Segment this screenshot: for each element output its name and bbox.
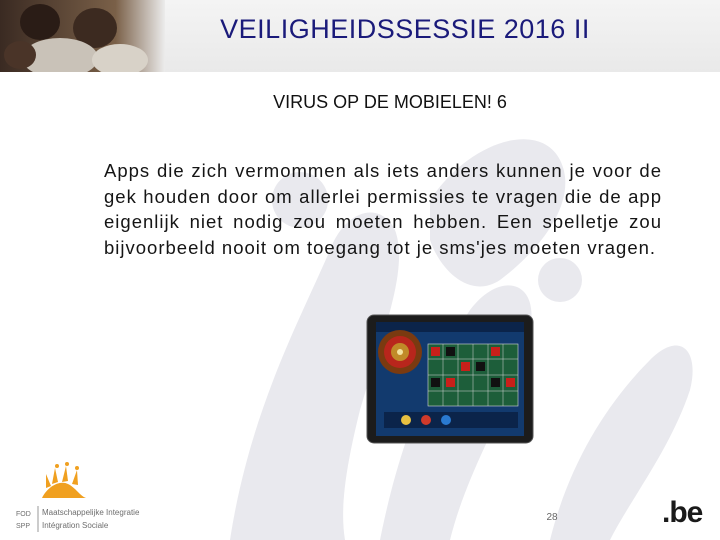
be-logo: .be [662,496,703,529]
org-code-fod: FOD [16,511,31,518]
slide-subtitle: VIRUS OP DE MOBIELEN! 6 [273,92,507,112]
org-name-fr: Intégration Sociale [42,521,109,530]
slide-body-text: Apps die zich vermommen als iets anders kunnen je voor de gek houden door om allerlei permissies te vragen die de app eigenlijk niet nodig zou moeten hebben. Een spelletje zou bijvoorbeeld nooit om toegang tot je sms'jes moeten vragen. [104,160,662,258]
org-name-nl: Maatschappelijke Integratie [42,508,140,517]
org-code-spp: SPP [16,523,31,530]
page-number: 28 [546,512,558,523]
header-photo [0,0,165,72]
tablet-roulette-image [366,314,534,444]
slide-header-title: VEILIGHEIDSSESSIE 2016 II [220,14,590,44]
fod-logo-icon [8,462,168,536]
